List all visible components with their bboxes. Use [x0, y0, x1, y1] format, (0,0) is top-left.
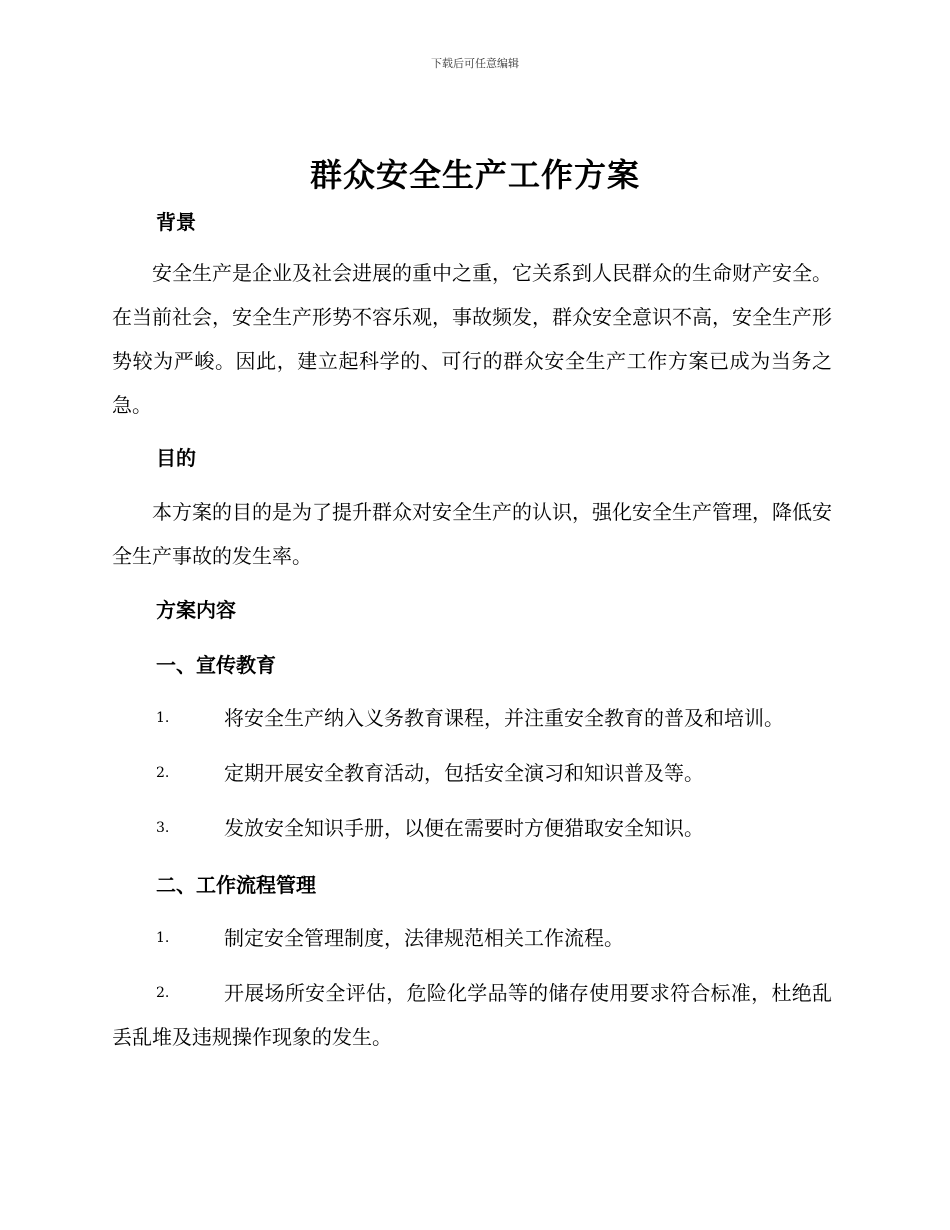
heading-background: 背景: [156, 210, 196, 234]
heading-education: 一、宣传教育: [156, 653, 276, 677]
list-item-text: 发放安全知识手册，以便在需要时方便猎取安全知识。: [224, 816, 704, 840]
list-item-text: 将安全生产纳入义务教育课程，并注重安全教育的普及和培训。: [224, 706, 784, 730]
paragraph-background: 安全生产是企业及社会进展的重中之重，它关系到人民群众的生命财产安全。在当前社会，安全生产形势不容乐观，事故频发，群众安全意识不高，安全生产形势较为严峻。因此，建立起科学的、可行的群众安全生产工作方案已成为当务之急。: [112, 261, 832, 417]
heading-purpose: 目的: [156, 446, 196, 470]
list-item: [112, 751, 832, 795]
list-item-number: 3.: [156, 820, 170, 836]
list-item-number: 2.: [156, 985, 170, 1001]
list-item: [112, 971, 832, 1059]
document-title: 群众安全生产工作方案: [309, 156, 640, 194]
list-item-text: 开展场所安全评估，危险化学品等的储存使用要求符合标准，杜绝乱丢乱堆及违规操作现象的发生。: [112, 981, 832, 1049]
list-item-text: 定期开展安全教育活动，包括安全演习和知识普及等。: [224, 761, 704, 785]
list-item: [112, 696, 832, 740]
list-item: [112, 916, 832, 960]
header-note: 下载后可任意编辑: [431, 57, 519, 70]
paragraph-purpose: 本方案的目的是为了提升群众对安全生产的认识，强化安全生产管理，降低安全生产事故的发生率。: [112, 500, 832, 568]
heading-workflow: 二、工作流程管理: [156, 873, 316, 897]
list-item-number: 2.: [156, 765, 170, 781]
list-item-number: 1.: [156, 930, 170, 946]
list-item-number: 1.: [156, 710, 170, 726]
list-item-text: 制定安全管理制度，法律规范相关工作流程。: [224, 926, 624, 950]
heading-plan-content: 方案内容: [156, 598, 236, 622]
list-item: [112, 806, 832, 850]
